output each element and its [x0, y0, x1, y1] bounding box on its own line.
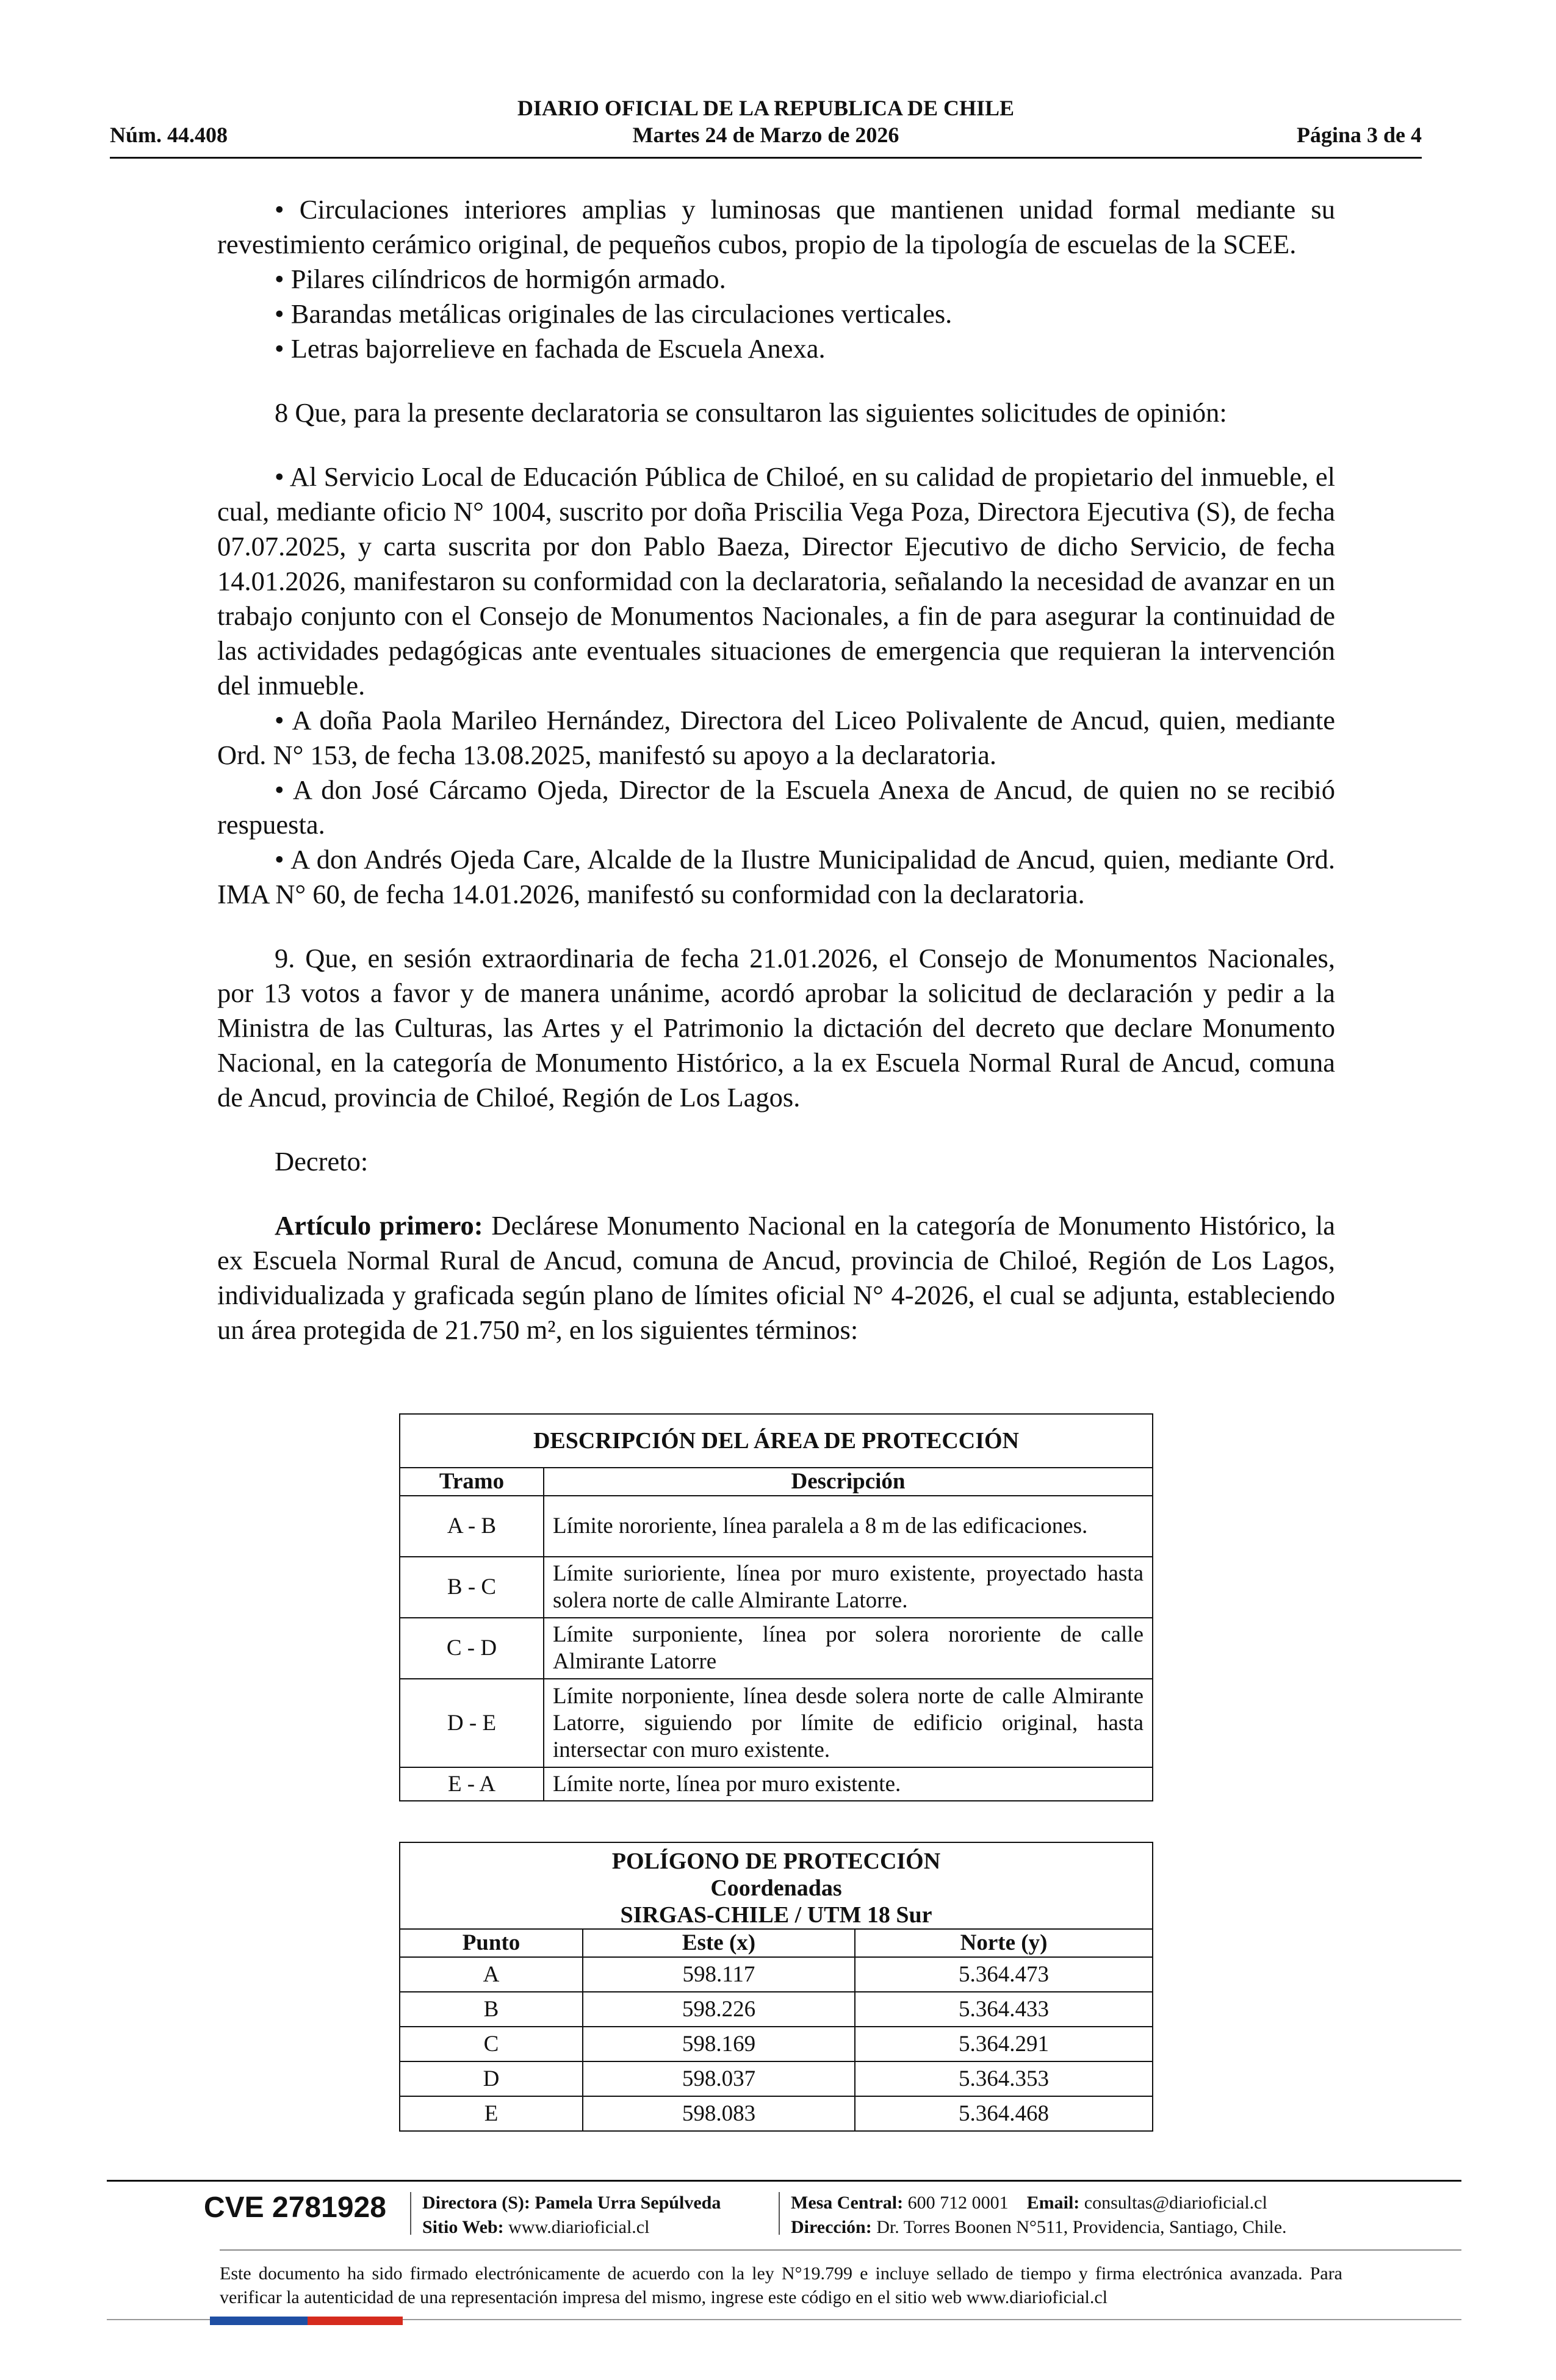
bullet-item: • Letras bajorrelieve en fachada de Escuela Anexa.	[275, 333, 826, 364]
table-row	[400, 1618, 1153, 1679]
tramo-cell: E - A	[400, 1767, 544, 1801]
document-body	[217, 192, 1335, 1347]
description-cell: Límite norte, línea por muro existente.	[544, 1767, 1153, 1801]
mesa-label: Mesa Central:	[791, 2193, 904, 2213]
page-header	[110, 92, 1422, 159]
tramo-cell: B - C	[400, 1557, 544, 1618]
table-row	[400, 1767, 1153, 1801]
table-row	[400, 1992, 1153, 2027]
bullet-item: • A doña Paola Marileo Hernández, Directora del Liceo Polivalente de Ancud, quien, mediante Ord. N° 153, de fecha 13.08.2025, manifestó su apoyo a la declaratoria.	[217, 705, 1335, 770]
flag-stripe-blue	[210, 2317, 308, 2325]
column-header: Punto	[400, 1929, 583, 1957]
bullet-item: • Al Servicio Local de Educación Pública de Chiloé, en su calidad de propietario del inmueble, el cual, mediante oficio N° 1004, suscrito por doña Priscilia Vega Poza, Directora Ejecutiva (S), de fecha 07.07.2025, y carta suscrita por don Pablo Baeza, Director Ejecutivo de dicho Servicio, de fecha 14.01.2026, manifestaron su conformidad con la declaratoria, señalando la necesidad de avanzar en un trabajo conjunto con el Consejo de Monumentos Nacionales, a fin de para asegurar la continuidad de las actividades pedagógicas ante eventuales situaciones de emergencia que requieran la intervención del inmueble.	[217, 461, 1335, 701]
table-row	[400, 1496, 1153, 1557]
point-cell: D	[400, 2061, 583, 2096]
footer-divider-thin	[220, 2249, 1461, 2251]
bullet-item: • Circulaciones interiores amplias y luminosas que mantienen unidad formal mediante su revestimiento cerámico original, de pequeños cubos, propio de la tipología de escuelas de la SCEE.	[217, 194, 1335, 259]
north-cell: 5.364.433	[855, 1992, 1153, 2027]
east-cell: 598.226	[583, 1992, 855, 2027]
point-cell: B	[400, 1992, 583, 2027]
protection-polygon-table	[399, 1842, 1153, 2132]
protection-area-table	[399, 1413, 1153, 1801]
footer-separator	[410, 2192, 411, 2235]
north-cell: 5.364.291	[855, 2027, 1153, 2061]
issue-date: Martes 24 de Marzo de 2026	[632, 123, 899, 147]
description-cell: Límite norponiente, línea desde solera norte de calle Almirante Latorre, siguiendo por límite de edificio original, hasta intersectar con muro existente.	[544, 1679, 1153, 1767]
description-cell: Límite surponiente, línea por solera nororiente de calle Almirante Latorre	[544, 1618, 1153, 1679]
description-cell: Límite nororiente, línea paralela a 8 m de las edificaciones.	[544, 1496, 1153, 1557]
footer-contact-right	[791, 2191, 1287, 2240]
table-row	[400, 1557, 1153, 1618]
point-cell: E	[400, 2096, 583, 2131]
articulo-primero	[217, 1208, 1335, 1347]
cve-code: CVE 2781928	[204, 2191, 386, 2224]
footer-disclaimer: Este documento ha sido firmado electrónicamente de acuerdo con la ley N°19.799 e incluye sellado de tiempo y firma electrónica avanzada. Para verificar la autenticidad de una representación impresa del mismo, ingrese este código en el sitio web www.diarioficial.cl	[220, 2263, 1342, 2307]
email-link[interactable]: consultas@diarioficial.cl	[1084, 2193, 1267, 2213]
decreto-heading: Decreto:	[275, 1146, 369, 1177]
table-row	[400, 1957, 1153, 1992]
table-title: DESCRIPCIÓN DEL ÁREA DE PROTECCIÓN	[400, 1414, 1153, 1468]
bullet-item: • A don Andrés Ojeda Care, Alcalde de la Ilustre Municipalidad de Ancud, quien, mediante Ord. IMA N° 60, de fecha 14.01.2026, manifestó su conformidad con la declaratoria.	[217, 844, 1335, 909]
footer-separator	[779, 2192, 780, 2235]
flag-stripe-red	[308, 2317, 403, 2325]
mesa-value: 600 712 0001	[907, 2193, 1009, 2213]
tramo-cell: A - B	[400, 1496, 544, 1557]
table-title-line: Coordenadas	[710, 1875, 842, 1901]
directora-label: Directora (S): Pamela Urra Sepúlveda	[422, 2193, 721, 2213]
east-cell: 598.083	[583, 2096, 855, 2131]
footer-divider	[107, 2180, 1461, 2182]
direccion-label: Dirección:	[791, 2217, 872, 2237]
north-cell: 5.364.468	[855, 2096, 1153, 2131]
page-number: Página 3 de 4	[1296, 123, 1422, 147]
column-header: Tramo	[400, 1468, 544, 1496]
sitio-label: Sitio Web:	[422, 2217, 504, 2237]
table-title-line: SIRGAS-CHILE / UTM 18 Sur	[620, 1902, 932, 1928]
column-header: Norte (y)	[855, 1929, 1153, 1957]
point-cell: A	[400, 1957, 583, 1992]
issue-number: Núm. 44.408	[110, 123, 228, 147]
tramo-cell: C - D	[400, 1618, 544, 1679]
paragraph-8: 8 Que, para la presente declaratoria se consultaron las siguientes solicitudes de opinión:	[275, 397, 1227, 428]
table-title-line: POLÍGONO DE PROTECCIÓN	[611, 1848, 941, 1874]
point-cell: C	[400, 2027, 583, 2061]
table-row	[400, 2061, 1153, 2096]
email-label: Email:	[1026, 2193, 1080, 2213]
column-header: Descripción	[544, 1468, 1153, 1496]
table-title	[400, 1842, 1153, 1929]
north-cell: 5.364.473	[855, 1957, 1153, 1992]
bullet-item: • A don José Cárcamo Ojeda, Director de la Escuela Anexa de Ancud, de quien no se recibió respuesta.	[217, 774, 1335, 840]
east-cell: 598.037	[583, 2061, 855, 2096]
table-row	[400, 2096, 1153, 2131]
paragraph-9: 9. Que, en sesión extraordinaria de fecha 21.01.2026, el Consejo de Monumentos Nacionales, por 13 votos a favor y de manera unánime, acordó aprobar la solicitud de declaración y pedir a la Ministra de las Culturas, las Artes y el Patrimonio la dictación del decreto que declare Monumento Nacional, en la categoría de Monumento Histórico, a la ex Escuela Normal Rural de Ancud, comuna de Ancud, provincia de Chiloé, Región de Los Lagos.	[217, 943, 1335, 1112]
east-cell: 598.169	[583, 2027, 855, 2061]
north-cell: 5.364.353	[855, 2061, 1153, 2096]
bullet-item: • Pilares cilíndricos de hormigón armado.	[275, 264, 726, 294]
table-row	[400, 2027, 1153, 2061]
tramo-cell: D - E	[400, 1679, 544, 1767]
description-cell: Límite surioriente, línea por muro existente, proyectado hasta solera norte de calle Almirante Latorre.	[544, 1557, 1153, 1618]
sitio-link[interactable]: www.diarioficial.cl	[508, 2217, 650, 2237]
direccion-value: Dr. Torres Boonen N°511, Providencia, Santiago, Chile.	[876, 2217, 1287, 2237]
column-header: Este (x)	[583, 1929, 855, 1957]
gazette-title: DIARIO OFICIAL DE LA REPUBLICA DE CHILE	[517, 96, 1015, 120]
footer-contact-left	[422, 2191, 721, 2240]
east-cell: 598.117	[583, 1957, 855, 1992]
table-row	[400, 1679, 1153, 1767]
articulo-label: Artículo primero:	[275, 1210, 483, 1241]
articulo-text: Declárese Monumento Nacional en la categoría de Monumento Histórico, la ex Escuela Normal Rural de Ancud, comuna de Ancud, provincia de Chiloé, Región de Los Lagos, individualizada y graficada según plano de límites oficial N° 4-2026, el cual se adjunta, estableciendo un área protegida de 21.750 m², en los siguientes términos:	[217, 1210, 1335, 1345]
bullet-item: • Barandas metálicas originales de las circulaciones verticales.	[275, 298, 953, 329]
